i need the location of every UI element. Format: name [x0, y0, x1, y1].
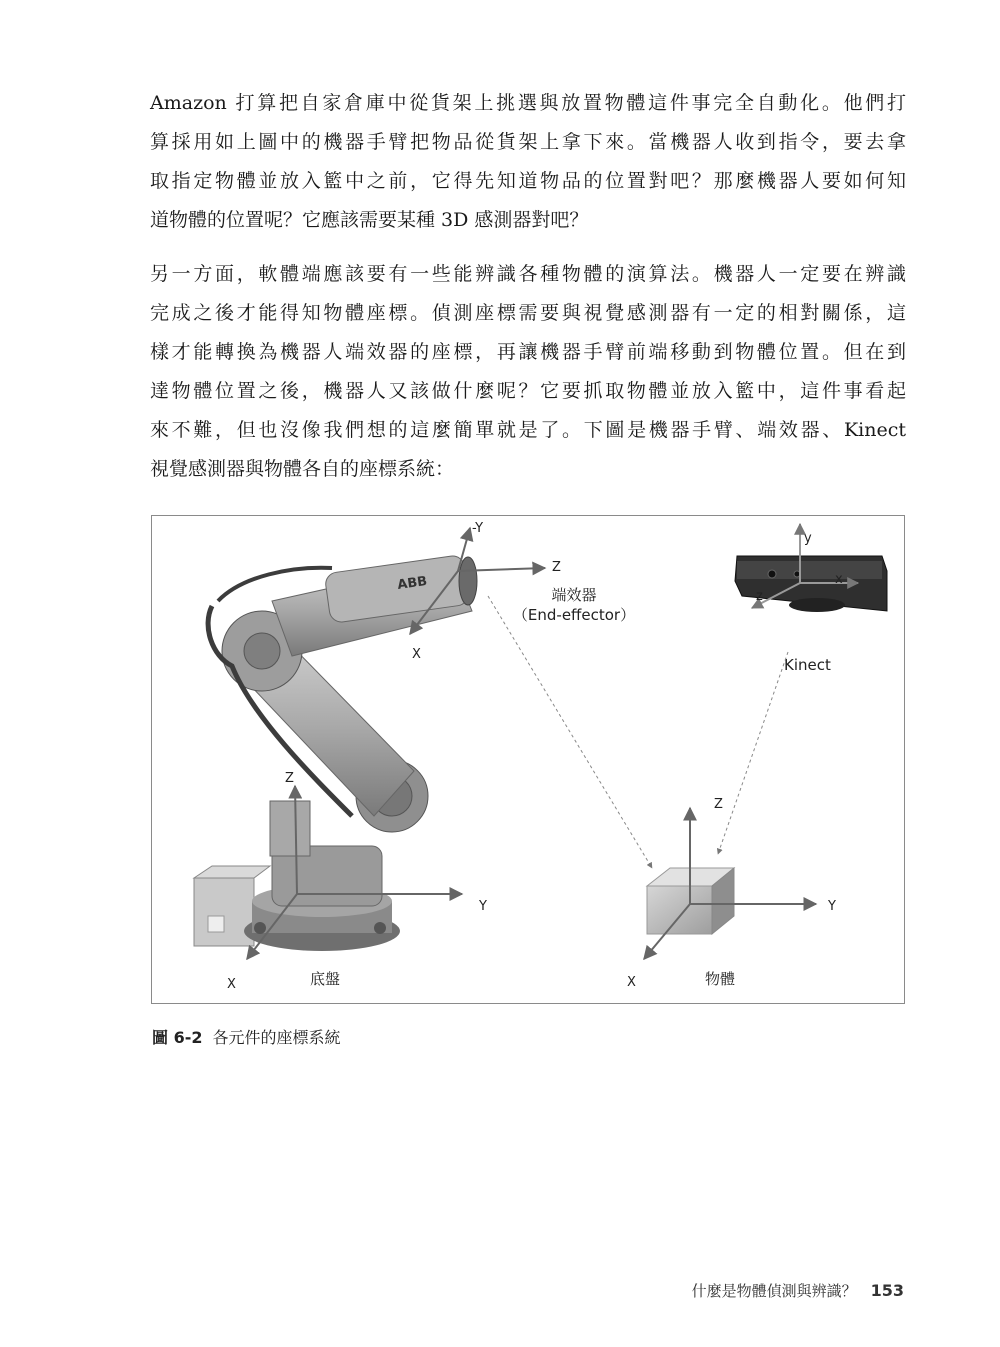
text-line: 來不難，但也沒像我們想的這麼簡單就是了。下圖是機器手臂、端效器、Kinect — [150, 419, 906, 441]
page-number: 153 — [870, 1281, 904, 1300]
text-line: 樣才能轉換為機器人端效器的座標，再讓機器手臂前端移動到物體位置。但在到 — [150, 341, 906, 363]
base-y-label: Y — [479, 899, 487, 914]
figure-number: 圖 6-2 — [152, 1028, 203, 1047]
kinect-y-label: y — [804, 531, 812, 546]
kinect-to-object-link — [718, 652, 788, 854]
end-effector-neg-y-label: -Y — [472, 521, 484, 536]
text-line: Amazon 打算把自家倉庫中從貨架上挑選與放置物體這件事完全自動化。他們打 — [150, 92, 906, 114]
coordinate-systems-figure — [151, 515, 905, 1004]
object-y-label: Y — [828, 899, 836, 914]
figure-caption — [152, 1025, 341, 1048]
running-chapter-title: 什麼是物體偵測與辨識？ — [691, 1282, 857, 1300]
object-x-label: X — [627, 975, 636, 990]
end-effector-label: 端效器 — [551, 586, 597, 604]
base-label: 底盤 — [310, 970, 341, 988]
base-z-label: Z — [285, 771, 294, 786]
text-line: 取指定物體並放入籃中之前，它得先知道物品的位置對吧？那麼機器人要如何知 — [150, 170, 906, 192]
end-effector-to-object-link — [488, 596, 652, 868]
figure-caption-text: 各元件的座標系統 — [212, 1028, 341, 1047]
text-line: 另一方面，軟體端應該要有一些能辨識各種物體的演算法。機器人一定要在辨識 — [150, 263, 906, 285]
kinect-x-label: x — [835, 572, 843, 587]
text-line: 道物體的位置呢？它應該需要某種 3D 感測器對吧？ — [150, 209, 589, 231]
end-effector-x-label: X — [412, 647, 421, 662]
end-effector-z-label: Z — [552, 560, 561, 575]
kinect-z-label: z — [756, 589, 763, 604]
robot-brand-logo: ABB — [396, 573, 429, 593]
text-line: 視覺感測器與物體各自的座標系統： — [150, 458, 455, 480]
figure-canvas — [152, 516, 904, 1003]
object-z-label: Z — [714, 797, 723, 812]
end-effector-label-en: （End-effector） — [512, 606, 636, 624]
robot-arm-illustration — [194, 555, 477, 951]
page-footer — [692, 1280, 904, 1301]
text-line: 達物體位置之後，機器人又該做什麼呢？它要抓取物體並放入籃中，這件事看起 — [150, 380, 906, 402]
paragraph-2 — [150, 255, 906, 489]
object-label: 物體 — [705, 970, 736, 988]
text-line: 算採用如上圖中的機器手臂把物品從貨架上拿下來。當機器人收到指令，要去拿 — [150, 131, 906, 153]
base-x-label: X — [227, 977, 236, 992]
paragraph-1 — [150, 84, 906, 240]
text-line: 完成之後才能得知物體座標。偵測座標需要與視覺感測器有一定的相對關係，這 — [150, 302, 906, 324]
kinect-label: Kinect — [784, 656, 831, 674]
